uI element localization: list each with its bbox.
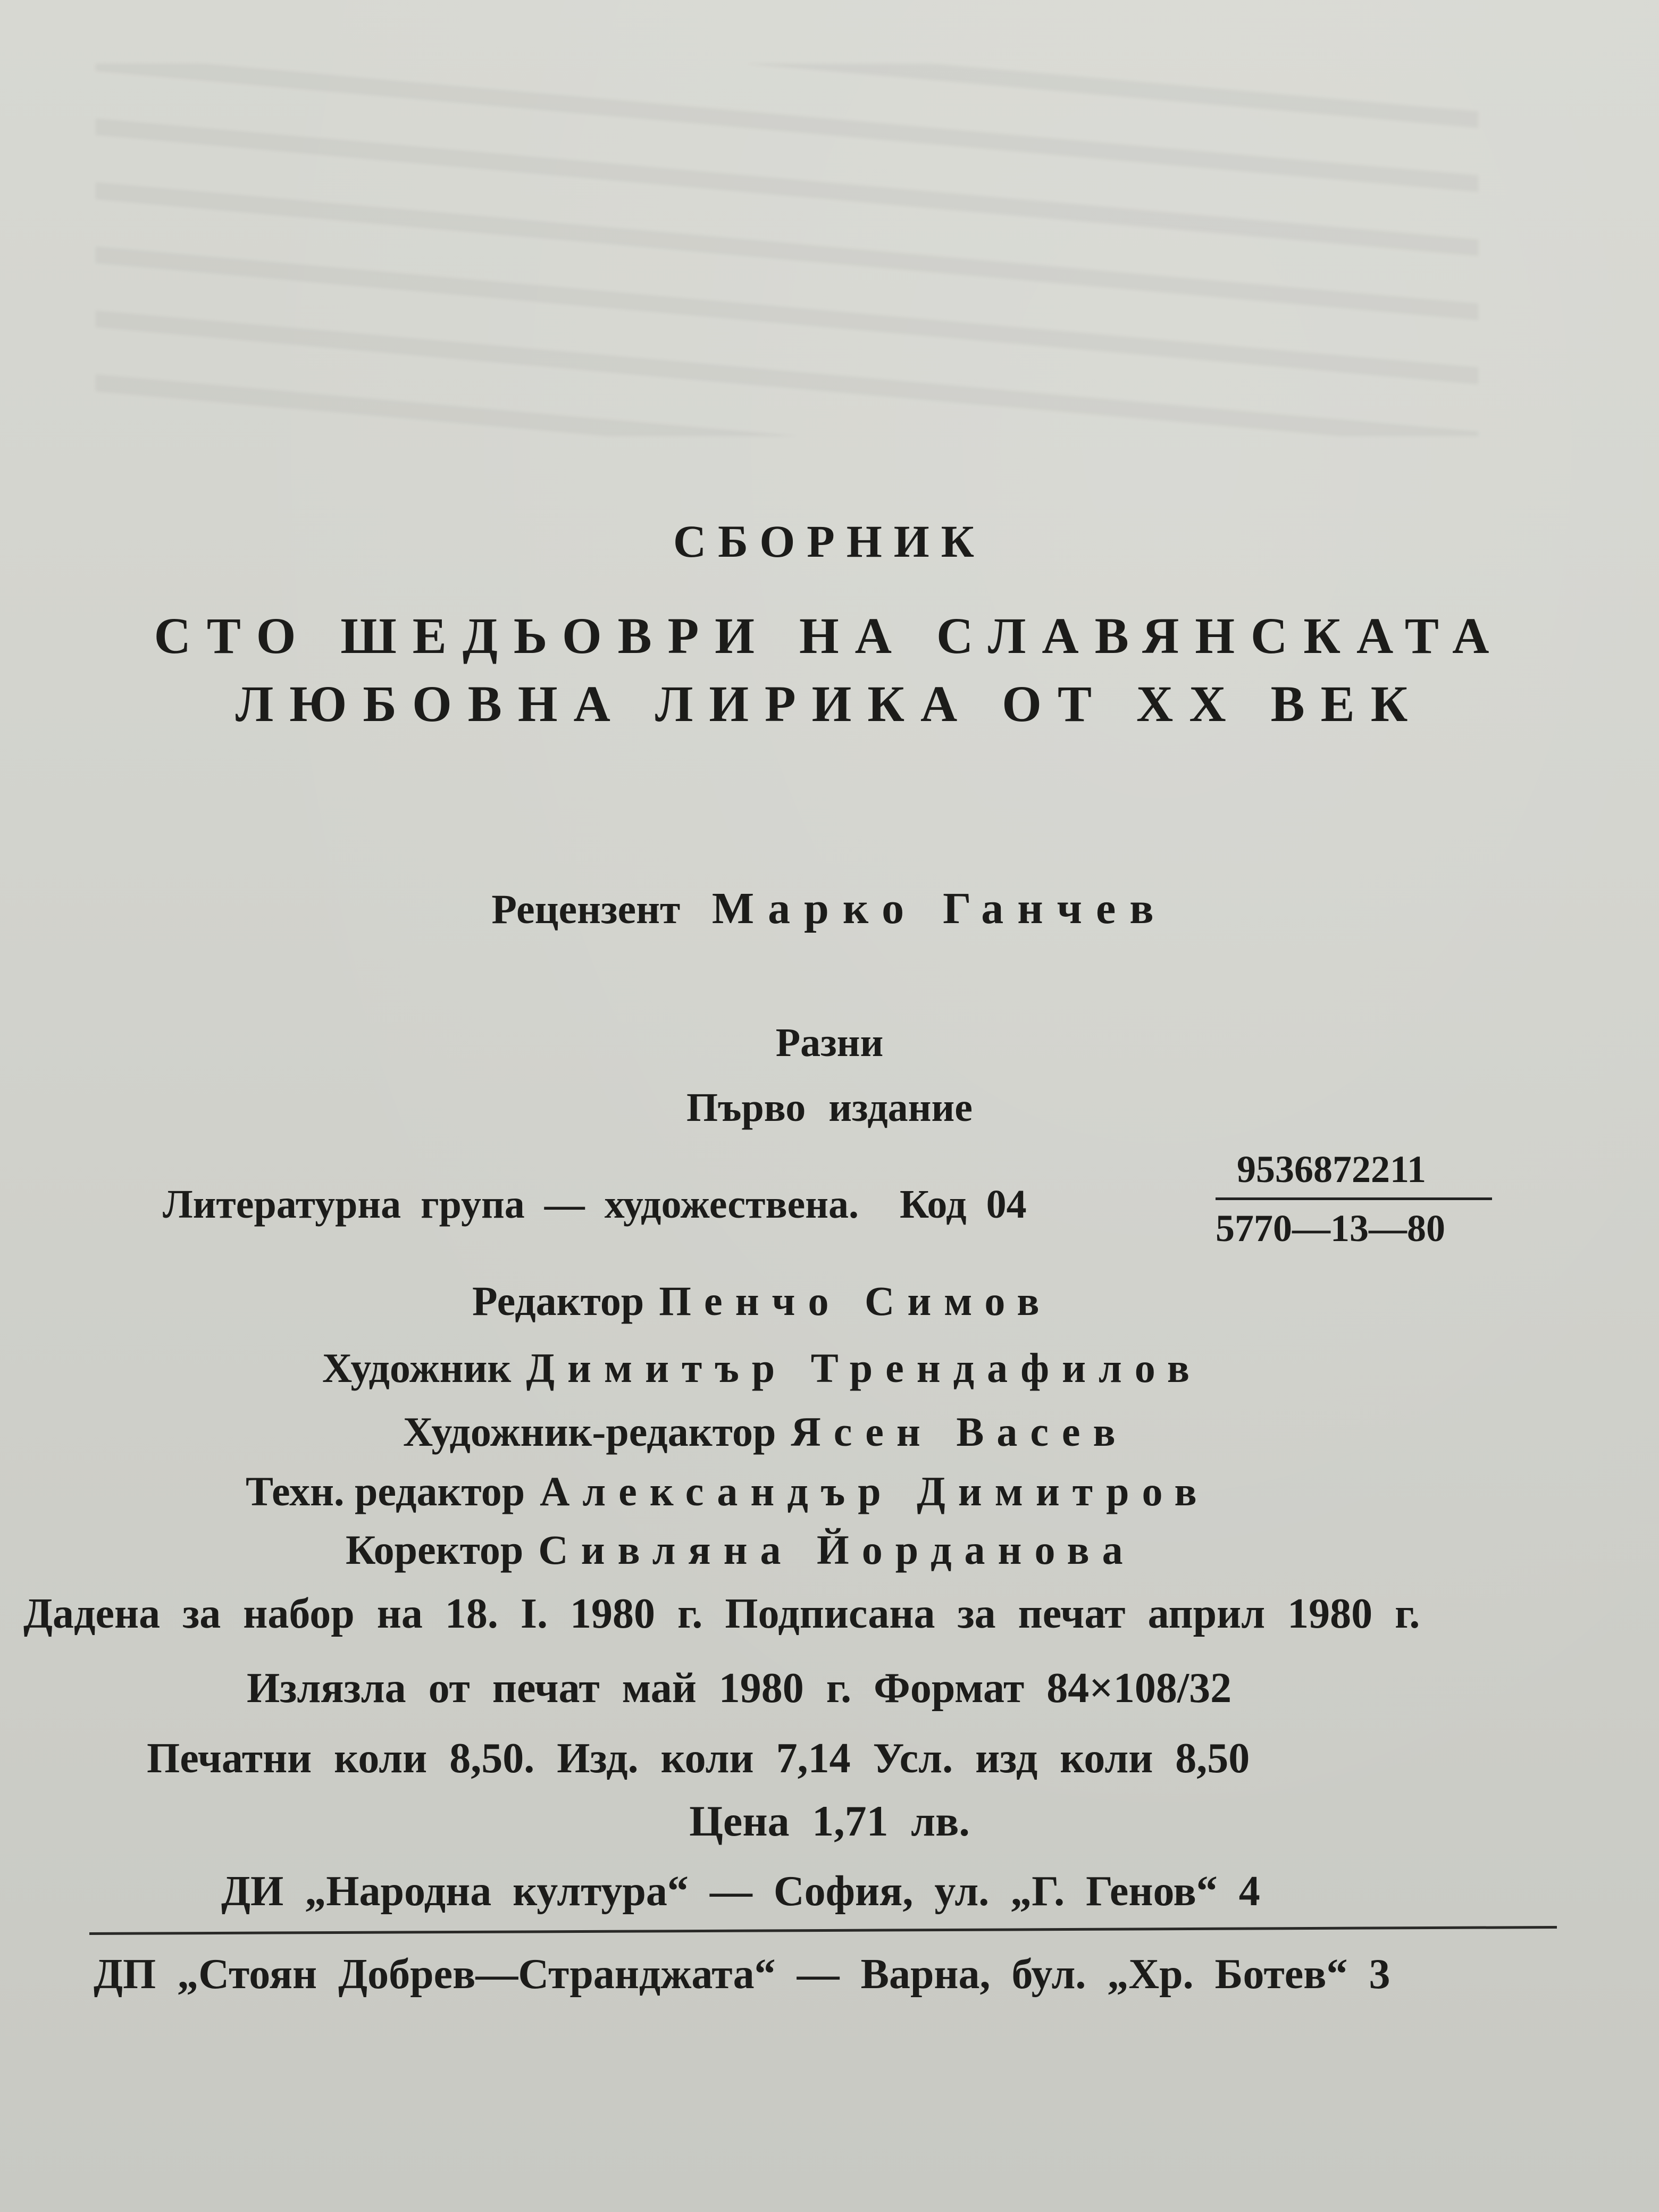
collection-label: СБОРНИК bbox=[673, 516, 986, 567]
credit-role: Техн. редактор bbox=[246, 1468, 525, 1514]
reviewer-line bbox=[0, 883, 1659, 934]
literary-group-line bbox=[163, 1182, 1027, 1228]
credit-role: Художник-редактор bbox=[403, 1409, 776, 1455]
reviewer-role: Рецензент bbox=[491, 886, 681, 932]
category-label: Разни bbox=[775, 1020, 884, 1065]
bleed-through-texture bbox=[96, 64, 1478, 436]
credit-tech-editor bbox=[246, 1468, 1210, 1515]
publication-sheets: Печатни коли 8,50. Изд. коли 7,14 Усл. изд коли 8,50 bbox=[147, 1735, 1250, 1782]
publisher-line: ДИ „Народна култура“ — София, ул. „Г. Генов“ 4 bbox=[221, 1868, 1260, 1915]
credit-role: Художник bbox=[322, 1345, 512, 1391]
publication-dates: Дадена за набор на 18. I. 1980 г. Подписана за печат април 1980 г. bbox=[23, 1590, 1420, 1637]
credit-role: Редактор bbox=[472, 1278, 644, 1324]
code-denominator: 5770—13—80 bbox=[1216, 1207, 1445, 1250]
fraction-bar bbox=[1216, 1197, 1492, 1200]
reviewer-name: Марко Ганчев bbox=[711, 884, 1168, 933]
code-label: Код 04 bbox=[900, 1182, 1027, 1227]
credit-name: Сивляна Йорданова bbox=[538, 1527, 1136, 1573]
credit-name: Пенчо Симов bbox=[659, 1278, 1052, 1324]
credit-art-editor bbox=[403, 1408, 1128, 1456]
printer-line: ДП „Стоян Добрев—Странджата“ — Варна, бул. „Хр. Ботев“ 3 bbox=[94, 1951, 1390, 1998]
credit-name: Александър Димитров bbox=[540, 1468, 1210, 1514]
book-title-line-1: СТО ШЕДЬОВРИ НА СЛАВЯНСКАТА bbox=[154, 607, 1505, 664]
code-fraction bbox=[1216, 1147, 1492, 1251]
credit-editor bbox=[472, 1277, 1052, 1325]
divider-rule bbox=[89, 1926, 1557, 1935]
code-numerator: 9536872211 bbox=[1237, 1148, 1427, 1191]
credit-artist bbox=[322, 1344, 1202, 1392]
credit-proofreader bbox=[346, 1526, 1136, 1574]
edition-label: Първо издание bbox=[686, 1085, 973, 1130]
literary-group: Литературна група — художествена. bbox=[163, 1182, 859, 1227]
credit-name: Ясен Васев bbox=[791, 1409, 1128, 1455]
credit-role: Коректор bbox=[346, 1527, 524, 1573]
credit-name: Димитър Трендафилов bbox=[526, 1345, 1202, 1391]
book-title-line-2: ЛЮБОВНА ЛИРИКА ОТ XX ВЕК bbox=[235, 675, 1424, 732]
publication-format: Излязла от печат май 1980 г. Формат 84×108/32 bbox=[247, 1665, 1232, 1712]
price: Цена 1,71 лв. bbox=[689, 1797, 970, 1845]
